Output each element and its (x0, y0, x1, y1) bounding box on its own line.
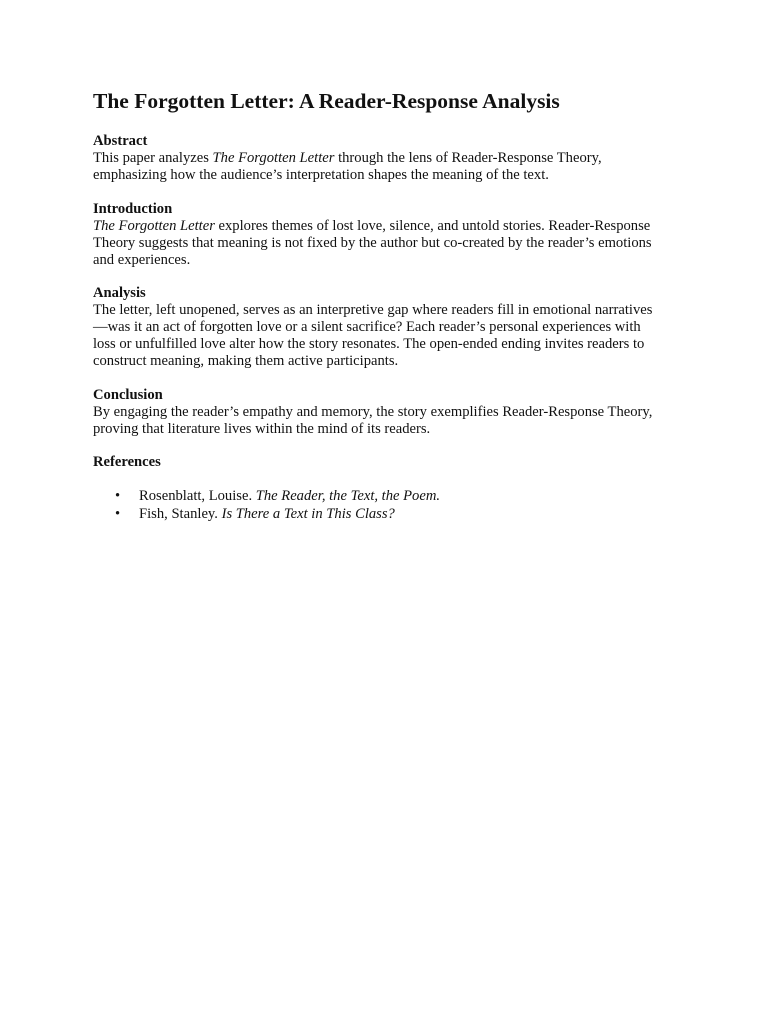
document-page (93, 84, 653, 523)
analysis-section (93, 285, 653, 370)
reference-work: Is There a Text in This Class? (221, 506, 395, 522)
abstract-text-start: This paper analyzes (93, 150, 213, 166)
references-heading: References (93, 454, 161, 470)
introduction-heading: Introduction (93, 200, 173, 217)
reference-author: Rosenblatt, Louise. (139, 488, 256, 504)
abstract-title-reference: The Forgotten Letter (212, 150, 335, 166)
reference-work: The Reader, the Text, the Poem. (255, 488, 441, 504)
reference-item (93, 487, 653, 505)
introduction-title-reference: The Forgotten Letter (93, 217, 215, 234)
reference-author: Fish, Stanley. (139, 506, 222, 522)
abstract-text (93, 150, 653, 184)
analysis-text: The letter, left unopened, serves as an interpretive gap where readers fill in emotional narratives—was it an act of forgotten love or a silent sacrifice? Each reader’s personal experiences with loss or unfulfilled love alter how the story resonates. The open-ended ending invites readers to construct meaning, making them active participants. (93, 302, 653, 369)
conclusion-text: By engaging the reader’s empathy and memory, the story exemplifies Reader-Response Theory, proving that literature lives within the mind of its readers. (93, 403, 653, 437)
conclusion-section (93, 387, 653, 438)
bullet-icon: • (115, 488, 121, 504)
introduction-section (93, 201, 653, 269)
reference-item (93, 505, 653, 523)
analysis-heading: Analysis (93, 285, 146, 301)
introduction-text-body: explores themes of lost love, silence, and untold stories. Reader-Response Theory suggests that meaning is not fixed by the author but co-created by the reader’s emotions and experiences. (93, 217, 652, 268)
references-section (93, 454, 653, 523)
abstract-section (93, 133, 653, 184)
bullet-icon: • (115, 506, 121, 522)
page-title: The Forgotten Letter: A Reader-Response Analysis (93, 89, 560, 113)
abstract-text-end: through the lens of Reader-Response Theory, emphasizing how the audience’s interpretation shapes the meaning of the text. (93, 150, 602, 183)
conclusion-heading: Conclusion (93, 386, 163, 403)
introduction-text (93, 218, 653, 269)
references-list (93, 487, 653, 523)
abstract-heading: Abstract (93, 133, 148, 149)
